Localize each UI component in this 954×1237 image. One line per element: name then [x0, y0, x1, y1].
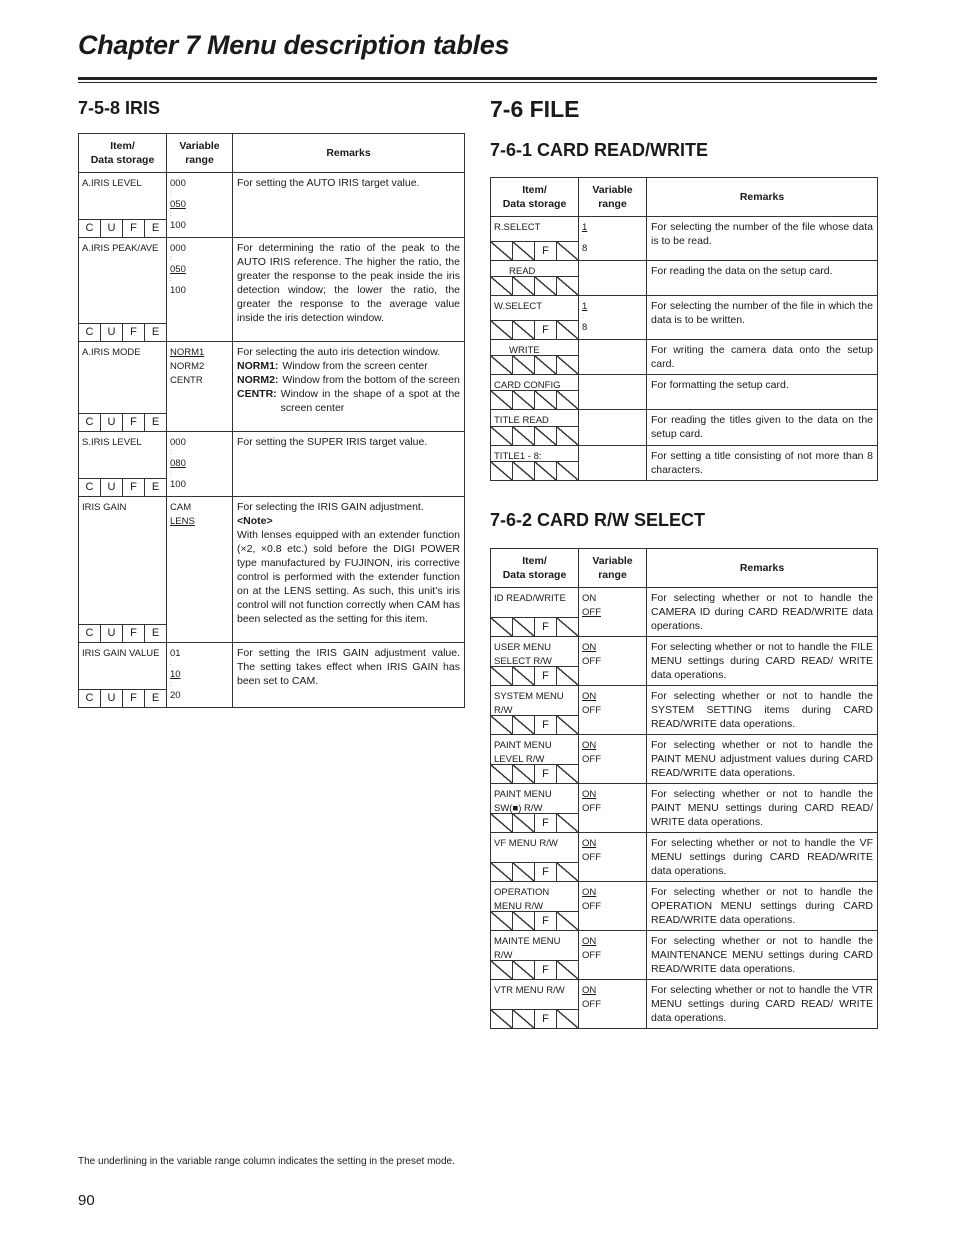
storage-box: F: [491, 617, 578, 636]
table-row: [491, 217, 878, 261]
storage-box: C U F E: [79, 689, 166, 707]
remarks: For selecting whether or not to handle the FILE MENU settings during CARD READ/ WRITE data operations.: [651, 641, 873, 681]
variable-range: ON OFF: [582, 593, 601, 618]
variable-range: CAM LENS: [170, 502, 195, 527]
item-name: ID READ/WRITE: [494, 593, 566, 604]
table-row: [491, 980, 878, 1029]
remarks: For setting a title consisting of not more than 8 characters.: [651, 450, 873, 476]
storage-box: F: [491, 1009, 578, 1028]
table-row: [491, 931, 878, 980]
table-row: [491, 735, 878, 784]
table-row: [79, 432, 465, 497]
remarks: For selecting whether or not to handle the PAINT MENU adjustment values during CARD READ/WRITE data operations.: [651, 739, 873, 779]
variable-range: ON OFF: [582, 642, 601, 667]
col-item-header: Item/ Data storage: [491, 178, 579, 217]
page-number: 90: [78, 1192, 95, 1209]
variable-range: ON OFF: [582, 740, 601, 765]
item-name: VF MENU R/W: [494, 838, 558, 849]
remarks: For selecting whether or not to handle the VF MENU settings during CARD READ/WRITE data operations.: [651, 837, 873, 877]
item-name: WRITE: [509, 345, 540, 356]
table-row: [491, 296, 878, 340]
variable-range: 000 : 050 : 100: [170, 243, 186, 296]
item-name: SYSTEM MENU R/W: [494, 691, 564, 716]
variable-range: ON OFF: [582, 838, 601, 863]
storage-box: F: [491, 911, 578, 930]
col-var-header: Variable range: [167, 134, 233, 173]
item-name: PAINT MENU LEVEL R/W: [494, 740, 552, 765]
table-row: [79, 238, 465, 342]
header-rule-thin: [78, 82, 877, 83]
table-row: [491, 882, 878, 931]
item-name: USER MENU SELECT R/W: [494, 642, 552, 667]
col-remarks-header: Remarks: [647, 549, 878, 588]
item-name: TITLE1 - 8:: [494, 451, 542, 462]
item-name: A.IRIS LEVEL: [82, 178, 142, 189]
table-row: [491, 340, 878, 375]
col-item-header: Item/ Data storage: [491, 549, 579, 588]
table-row: [79, 173, 465, 238]
storage-box: C U F E: [79, 323, 166, 341]
variable-range: ON OFF: [582, 887, 601, 912]
storage-box: F: [491, 862, 578, 881]
col-var-header: Variable range: [579, 549, 647, 588]
card-select-table: [490, 548, 878, 1029]
col-remarks-header: Remarks: [647, 178, 878, 217]
storage-box: F: [491, 764, 578, 783]
remarks: For selecting whether or not to handle the SYSTEM SETTING items during CARD READ/WRITE data operations.: [651, 690, 873, 730]
iris-table: [78, 133, 465, 708]
remarks: For selecting whether or not to handle the VTR MENU settings during CARD READ/ WRITE data operations.: [651, 984, 873, 1024]
item-name: TITLE READ: [494, 415, 549, 426]
remarks: For reading the titles given to the data on the setup card.: [651, 414, 873, 440]
storage-box: [491, 390, 578, 409]
item-name: MAINTE MENU R/W: [494, 936, 561, 961]
table-row: [491, 375, 878, 410]
item-name: A.IRIS PEAK/AVE: [82, 243, 159, 254]
table-row: [79, 643, 465, 708]
storage-box: [491, 461, 578, 480]
variable-range: 1 : 8: [582, 301, 588, 333]
remarks: For formatting the setup card.: [651, 379, 789, 391]
storage-box: F: [491, 960, 578, 979]
item-name: OPERATION MENU R/W: [494, 887, 550, 912]
variable-range: NORM1 NORM2 CENTR: [170, 347, 205, 386]
item-name: CARD CONFIG: [494, 380, 561, 391]
header-rule: [78, 77, 877, 80]
storage-box: F: [491, 666, 578, 685]
storage-box: C U F E: [79, 413, 166, 431]
col-item-header: Item/ Data storage: [79, 134, 167, 173]
table-row: [79, 497, 465, 643]
remarks: For determining the ratio of the peak to the AUTO IRIS reference. The higher the ratio, the greater the response to the peak inside the iris detection window; the lower the ratio, the greater the response to the average value inside the iris detection window.: [237, 242, 460, 324]
storage-box: F: [491, 241, 578, 260]
storage-box: [491, 355, 578, 374]
storage-box: [491, 426, 578, 445]
card-select-heading: 7-6-2 CARD R/W SELECT: [490, 510, 706, 530]
variable-range: ON OFF: [582, 936, 601, 961]
variable-range: 1 : 8: [582, 222, 588, 254]
remarks: For selecting the IRIS GAIN adjustment. <Note> With lenses equipped with an extender function (×2, ×0.8 etc.) sold before the DIGI POWER type manufactured by FUJINON, iris corrective control is performed with the extender function on at the LENS setting. As such, this unit’s iris control will not function correctly when CAM has been selected as the setting for this item.: [237, 501, 460, 625]
item-name: READ: [509, 266, 536, 277]
card-rw-table: [490, 177, 878, 481]
table-row: [491, 588, 878, 637]
variable-range: 01 : 10 : 20: [170, 648, 181, 701]
col-var-header: Variable range: [579, 178, 647, 217]
remarks: For selecting the number of the file in which the data is to be written.: [651, 300, 873, 326]
item-name: S.IRIS LEVEL: [82, 437, 142, 448]
remarks: For setting the AUTO IRIS target value.: [237, 177, 420, 189]
item-name: W.SELECT: [494, 301, 543, 312]
table-row: [491, 261, 878, 296]
storage-box: F: [491, 813, 578, 832]
storage-box: F: [491, 715, 578, 734]
storage-box: [491, 276, 578, 295]
table-row: [79, 342, 465, 432]
item-name: IRIS GAIN: [82, 502, 127, 513]
iris-heading: 7-5-8 IRIS: [78, 98, 161, 118]
item-name: R.SELECT: [494, 222, 541, 233]
table-row: [491, 410, 878, 446]
table-row: [491, 784, 878, 833]
file-heading: 7-6 FILE: [490, 96, 580, 122]
variable-range: 000 : 050 : 100: [170, 178, 186, 231]
table-row: [491, 446, 878, 481]
remarks: For selecting whether or not to handle the OPERATION MENU settings during CARD READ/WRITE data operations.: [651, 886, 873, 926]
footnote: The underlining in the variable range column indicates the setting in the preset mode.: [78, 1156, 455, 1167]
remarks: For selecting the number of the file whose data is to be read.: [651, 221, 873, 247]
table-row: [491, 637, 878, 686]
variable-range: 000 : 080 : 100: [170, 437, 186, 490]
remarks: For setting the IRIS GAIN adjustment value. The setting takes effect when IRIS GAIN has been set to CAM.: [237, 647, 460, 687]
remarks: For selecting whether or not to handle the CAMERA ID during CARD READ/WRITE data operations.: [651, 592, 873, 632]
chapter-title: Chapter 7 Menu description tables: [78, 30, 510, 60]
remarks: For selecting whether or not to handle the MAINTENANCE MENU settings during CARD READ/WRITE data operations.: [651, 935, 873, 975]
storage-box: C U F E: [79, 219, 166, 237]
col-remarks-header: Remarks: [233, 134, 465, 173]
storage-box: C U F E: [79, 624, 166, 642]
remarks: For reading the data on the setup card.: [651, 265, 833, 277]
table-row: [491, 686, 878, 735]
storage-box: C U F E: [79, 478, 166, 496]
item-name: A.IRIS MODE: [82, 347, 141, 358]
remarks: For selecting the auto iris detection window. NORM1: Window from the screen center NORM2: Window from the bottom of the screen CENTR: Window in the shape of a spot at the screen center: [237, 346, 460, 414]
variable-range: ON OFF: [582, 789, 601, 814]
item-name: VTR MENU R/W: [494, 985, 565, 996]
variable-range: ON OFF: [582, 985, 601, 1010]
item-name: PAINT MENU SW(■) R/W: [494, 789, 552, 814]
storage-box: F: [491, 320, 578, 339]
card-rw-heading: 7-6-1 CARD READ/WRITE: [490, 140, 709, 160]
remarks: For selecting whether or not to handle the PAINT MENU settings during CARD READ/ WRITE data operations.: [651, 788, 873, 828]
remarks: For setting the SUPER IRIS target value.: [237, 436, 428, 448]
variable-range: ON OFF: [582, 691, 601, 716]
remarks: For writing the camera data onto the setup card.: [651, 344, 873, 370]
table-row: [491, 833, 878, 882]
item-name: IRIS GAIN VALUE: [82, 648, 160, 659]
